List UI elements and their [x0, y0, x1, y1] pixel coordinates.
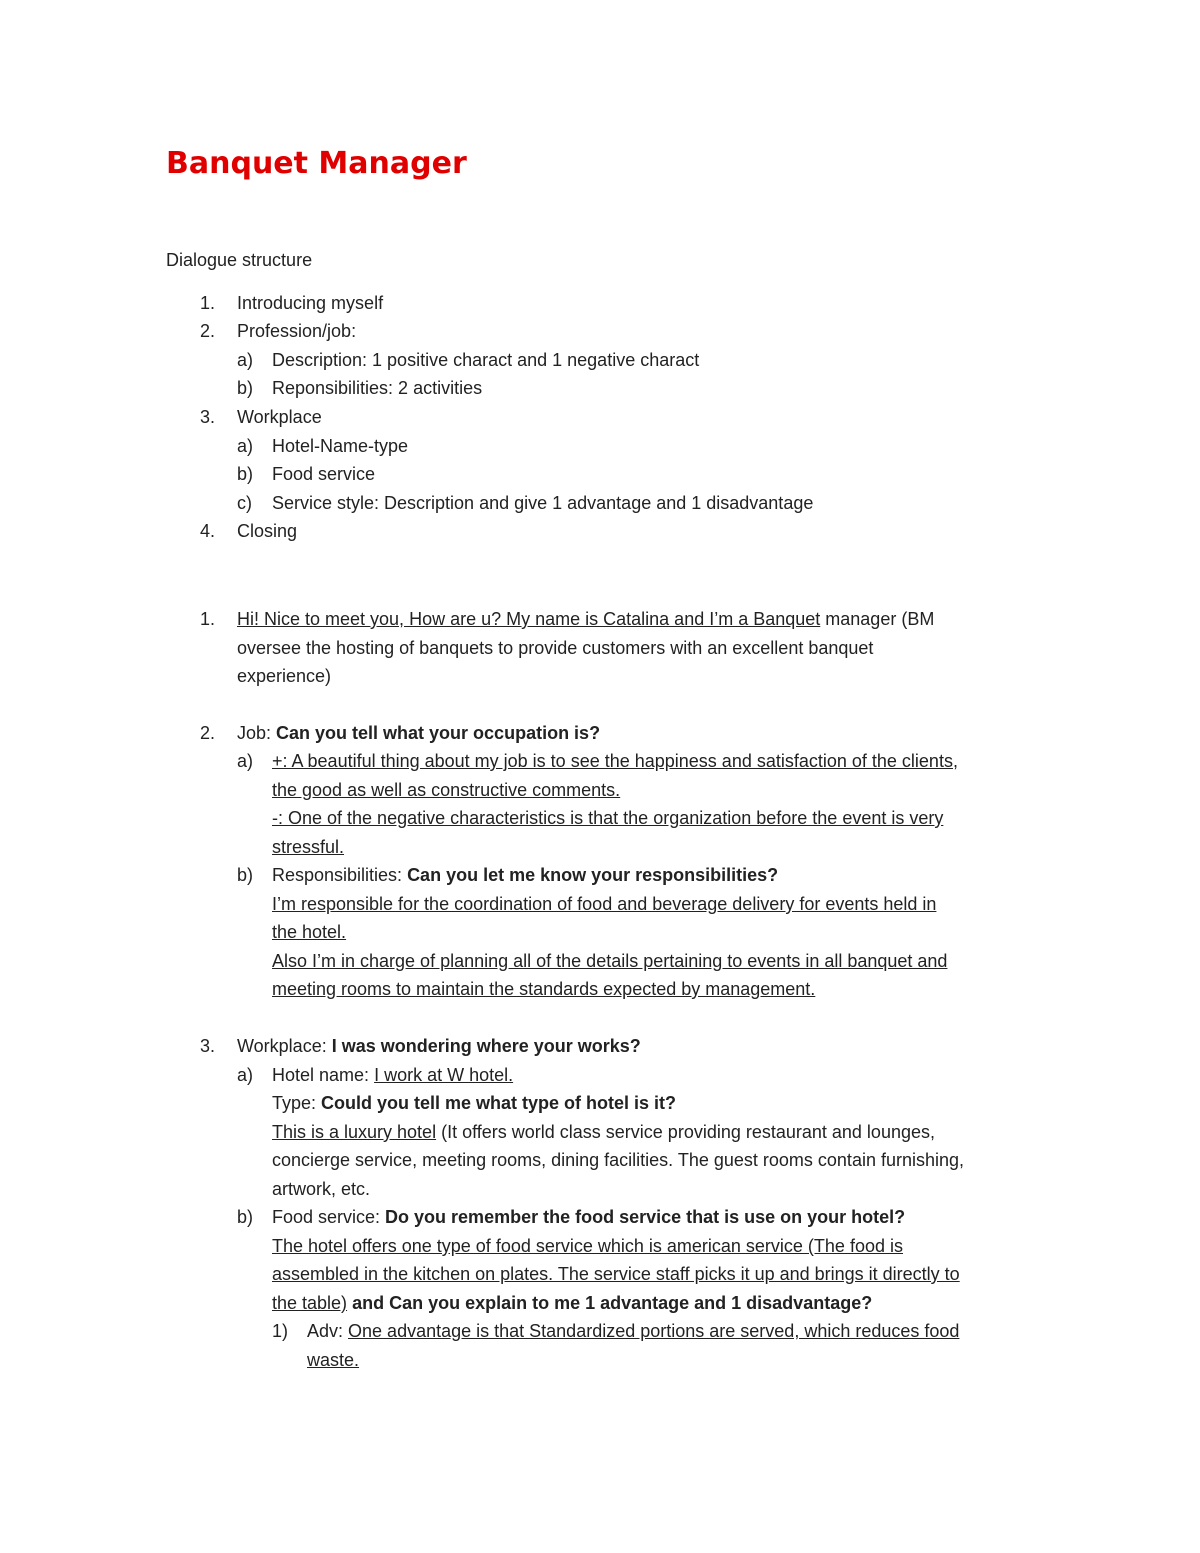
type-answer-rest: (It offers world class service providing restaurant and lounges, [436, 1122, 935, 1142]
type-question: Could you tell me what type of hotel is it? [321, 1093, 677, 1113]
hotel-name-line [272, 1061, 513, 1089]
intro-underlined: Hi! Nice to meet you, How are u? My name is Catalina and I’m a Banquet [237, 609, 821, 629]
food-service-line [272, 1203, 905, 1231]
outline-item: Closing [237, 521, 298, 541]
outline-subitem: Food service [272, 464, 376, 484]
outline-item: Introducing myself [237, 293, 384, 313]
outline-item: Workplace [237, 407, 322, 427]
food-service-label: Food service: [272, 1207, 386, 1227]
outline-number: 2. [200, 321, 216, 341]
food-service-answer-2: assembled in the kitchen on plates. The service staff picks it up and brings it directly to [272, 1264, 960, 1284]
responsibility-answer-2: the hotel. [272, 922, 347, 942]
document-title: Banquet Manager [166, 146, 467, 181]
advantage-line [307, 1317, 959, 1345]
job-question: Can you tell what your occupation is? [276, 723, 601, 743]
responsibility-answer-4: meeting rooms to maintain the standards expected by management. [272, 979, 816, 999]
type-answer-line [272, 1118, 935, 1146]
type-answer-underlined: This is a luxury hotel [272, 1122, 437, 1142]
sub-letter: b) [237, 1207, 254, 1227]
positive-line-2: the good as well as constructive comments. [272, 780, 621, 800]
outline-letter: b) [237, 378, 254, 398]
advantage-answer: One advantage is that Standardized portions are served, which reduces food [348, 1321, 960, 1341]
intro-line-2: oversee the hosting of banquets to provide customers with an excellent banquet [237, 638, 874, 658]
sub-letter: b) [237, 865, 254, 885]
outline-letter: c) [237, 493, 252, 513]
intro-line [237, 605, 934, 633]
type-answer-line-2: concierge service, meeting rooms, dining facilities. The guest rooms contain furnishing, [272, 1150, 965, 1170]
positive-line-1: +: A beautiful thing about my job is to see the happiness and satisfaction of the clients, [272, 751, 958, 771]
type-label: Type: [272, 1093, 322, 1113]
outline-letter: b) [237, 464, 254, 484]
intro-rest: manager (BM [820, 609, 935, 629]
responsibility-answer-3: Also I’m in charge of planning all of the details pertaining to events in all banquet and [272, 951, 948, 971]
responsibilities-question: Can you let me know your responsibilities? [407, 865, 779, 885]
hotel-name-answer: I work at W hotel. [374, 1065, 514, 1085]
section-number: 2. [200, 723, 216, 743]
sub-letter: a) [237, 1065, 254, 1085]
responsibilities-label: Responsibilities: [272, 865, 408, 885]
negative-line-2: stressful. [272, 837, 345, 857]
hotel-name-label: Hotel name: [272, 1065, 375, 1085]
sub-letter: a) [237, 751, 254, 771]
workplace-question: I was wondering where your works? [331, 1036, 641, 1056]
outline-number: 1. [200, 293, 216, 313]
intro-line-3: experience) [237, 666, 332, 686]
outline-number: 3. [200, 407, 216, 427]
workplace-line [237, 1032, 641, 1060]
advantage-answer-2: waste. [307, 1350, 360, 1370]
responsibilities-line [272, 861, 778, 889]
job-line [237, 719, 600, 747]
food-service-answer-3 [272, 1289, 872, 1317]
outline-item: Profession/job: [237, 321, 357, 341]
outline-subitem: Service style: Description and give 1 advantage and 1 disadvantage [272, 493, 814, 513]
type-line [272, 1089, 676, 1117]
sub-number: 1) [272, 1321, 289, 1341]
section-number: 1. [200, 609, 216, 629]
food-service-answer-1: The hotel offers one type of food service which is american service (The food is [272, 1236, 903, 1256]
responsibility-answer-1: I’m responsible for the coordination of food and beverage delivery for events held in [272, 894, 937, 914]
outline-letter: a) [237, 436, 254, 456]
type-answer-line-3: artwork, etc. [272, 1179, 371, 1199]
workplace-label: Workplace: [237, 1036, 332, 1056]
outline-letter: a) [237, 350, 254, 370]
structure-heading: Dialogue structure [166, 250, 313, 270]
advantage-label: Adv: [307, 1321, 349, 1341]
outline-subitem: Description: 1 positive charact and 1 negative charact [272, 350, 700, 370]
negative-line-1: -: One of the negative characteristics is that the organization before the event is very [272, 808, 944, 828]
outline-subitem: Hotel-Name-type [272, 436, 409, 456]
advantage-question: and Can you explain to me 1 advantage and 1 disadvantage? [347, 1293, 873, 1313]
outline-subitem: Reponsibilities: 2 activities [272, 378, 483, 398]
food-service-answer-underlined: the table) [272, 1293, 348, 1313]
section-number: 3. [200, 1036, 216, 1056]
job-label: Job: [237, 723, 277, 743]
food-service-question: Do you remember the food service that is use on your hotel? [385, 1207, 906, 1227]
outline-number: 4. [200, 521, 216, 541]
